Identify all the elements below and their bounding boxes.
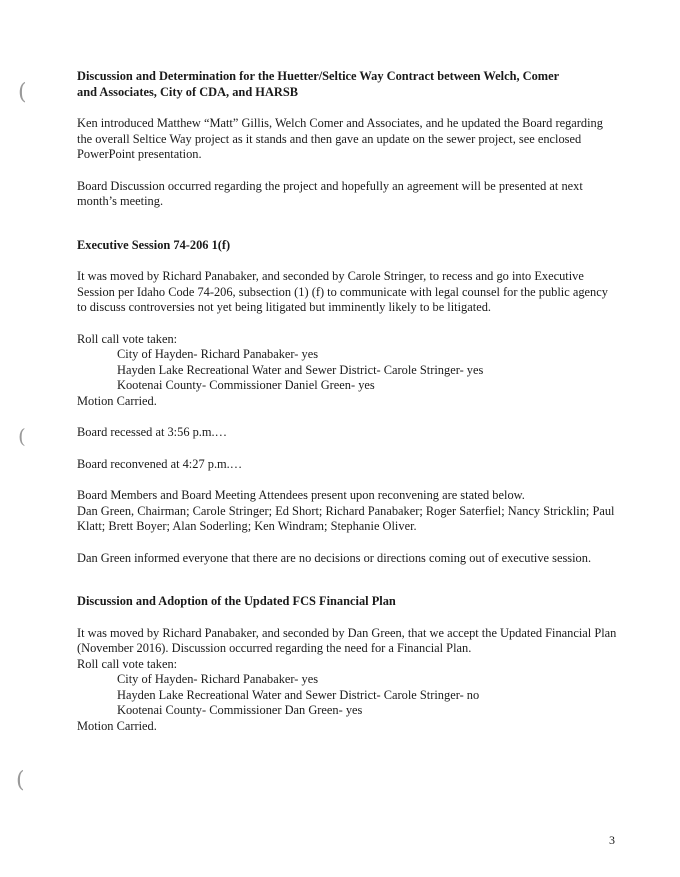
vote-line: Hayden Lake Recreational Water and Sewer District- Carole Stringer- yes [117,362,484,377]
binder-hole-mark-top: ( [18,80,27,105]
binder-hole-mark-bottom: ( [16,768,25,793]
vote-line: Kootenai County- Commissioner Daniel Green- yes [117,378,375,392]
section-heading-huetter-seltice: Discussion and Determination for the Huetter/Seltice Way Contract between Welch, Comer and Associates, City of CDA, and HARSB [77,69,560,99]
section-heading-fcs-financial-plan: Discussion and Adoption of the Updated FCS Financial Plan [77,594,396,608]
binder-hole-mark-middle: ( [18,424,26,448]
vote-line: Kootenai County- Commissioner Dan Green- yes [117,703,363,717]
section-heading-executive-session: Executive Session 74-206 1(f) [77,237,231,252]
paragraph-board-discussion: Board Discussion occurred regarding the project and hopefully an agreement will be presented at next month’s meeting. [77,178,583,208]
page-number: 3 [609,833,615,847]
paragraph-executive-motion: It was moved by Richard Panabaker, and seconded by Carole Stringer, to recess and go into Executive Session per Idaho Code 74-206, subsection (1) (f) to communicate with legal counsel for the public agency to discuss controversies not yet being litigated but imminently likely to be litigated. [77,269,608,314]
motion-carried: Motion Carried. [77,718,157,733]
vote-line: Hayden Lake Recreational Water and Sewer District- Carole Stringer- no [117,687,480,702]
board-reconvened: Board reconvened at 4:27 p.m.… [77,456,243,471]
motion-carried: Motion Carried. [77,393,157,408]
roll-call-label: Roll call vote taken: [77,656,178,671]
paragraph-financial-motion: It was moved by Richard Panabaker, and seconded by Dan Green, that we accept the Updated Financial Plan (November 2016). Discussion occurred regarding the need for a Financial Plan. [77,625,617,655]
document-body [77,69,617,734]
attendees-list: Dan Green, Chairman; Carole Stringer; Ed Short; Richard Panabaker; Roger Saterfiel; Nancy Stricklin; Paul Klatt; Brett Boyer; Alan Soderling; Ken Windram; Stephanie Oliver. [77,503,615,533]
vote-line: City of Hayden- Richard Panabaker- yes [117,347,319,361]
roll-call-label: Roll call vote taken: [77,331,178,346]
attendees-intro: Board Members and Board Meeting Attendees present upon reconvening are stated below. [77,488,525,502]
board-recessed: Board recessed at 3:56 p.m.… [77,425,228,439]
vote-line: City of Hayden- Richard Panabaker- yes [117,672,319,686]
paragraph-ken-introduced: Ken introduced Matthew “Matt” Gillis, Welch Comer and Associates, and he updated the Board regarding the overall Seltice Way project as it stands and then gave an update on the sewer project, see enclosed PowerPoint presentation. [77,116,603,161]
paragraph-no-decisions: Dan Green informed everyone that there are no decisions or directions coming out of executive session. [77,550,592,565]
